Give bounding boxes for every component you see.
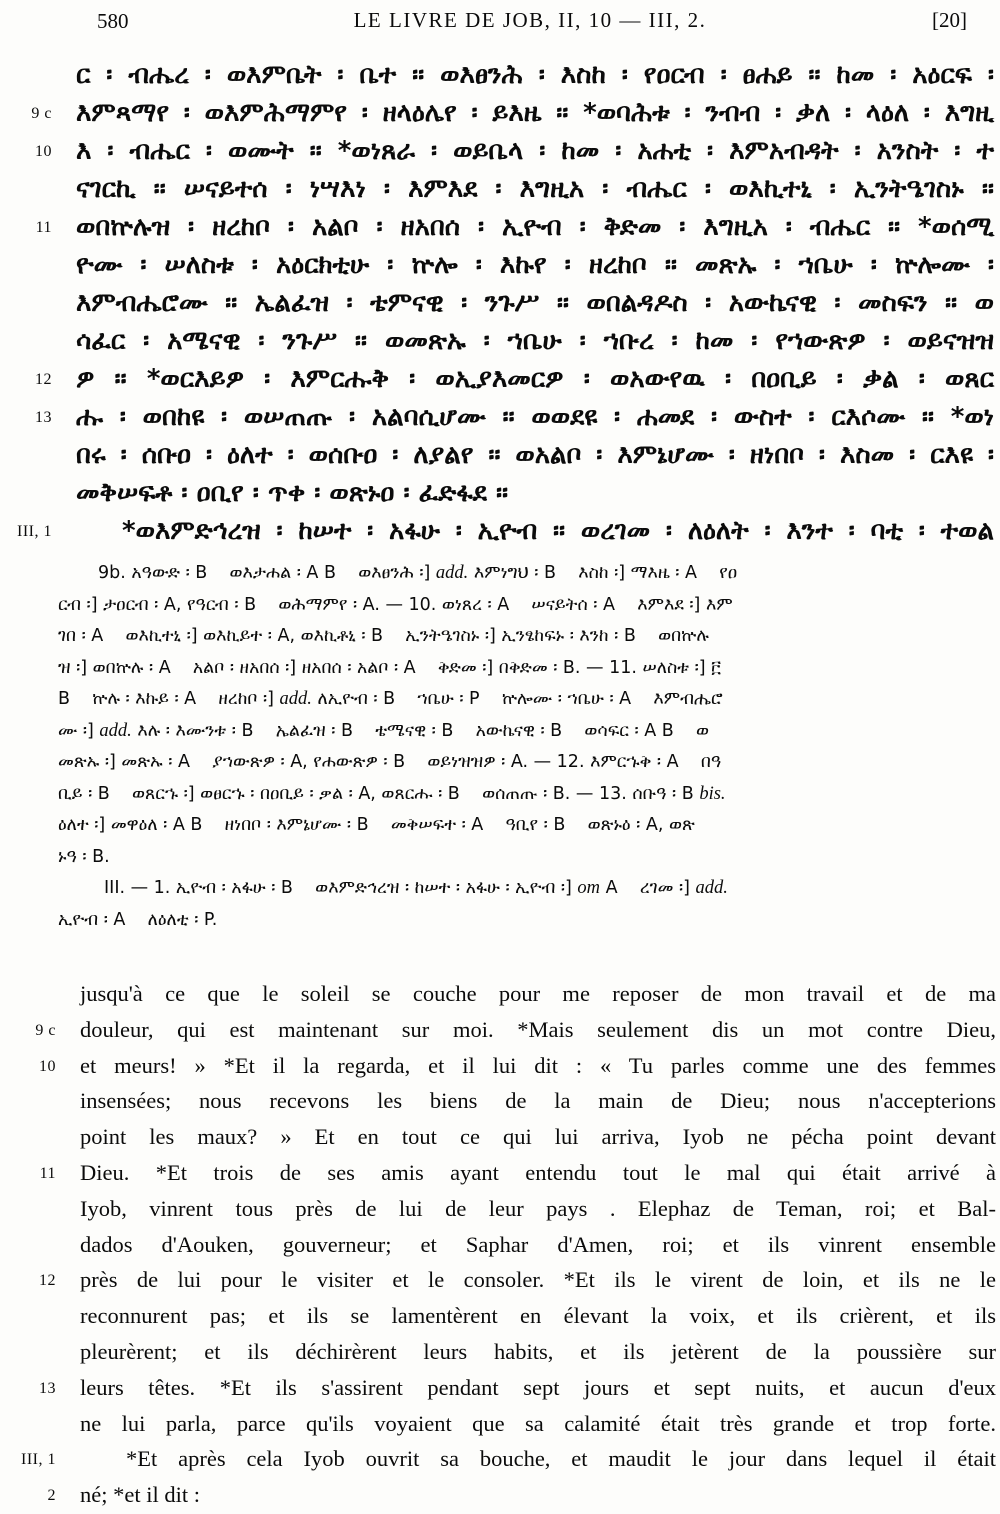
apparatus-line xyxy=(0,653,1000,685)
geez-line-text: መቅሠፍቶ ፡ ዐቢየ ፡ ጥቀ ፡ ወጽኑዐ ፡ ፈድፋደ ። xyxy=(76,478,509,508)
verse-number: III, 1 xyxy=(21,1451,56,1469)
translation-line-text: Iyob, vinrent tous près de lui de leur pays . Elephaz de Teman, roi; et Bal- xyxy=(80,1195,996,1221)
apparatus-line xyxy=(0,716,1000,748)
apparatus-line xyxy=(0,810,1000,842)
apparatus-latin-abbreviation: add. xyxy=(279,689,312,709)
verse-number: 13 xyxy=(35,409,52,426)
geez-line-text: እምጻማየ ፡ ወእምሕማምየ ፡ ዘላዕሌየ ፡ ይእዜ ። *ወባሕቱ ፡ ንብብ ፡ ቃለ ፡ ላዕለ ፡ እግዚ xyxy=(76,98,994,128)
geez-line xyxy=(0,94,1000,132)
geez-line-text: ሳፈር ፡ አሜናዊ ፡ ንጉሥ ። ወመጽኡ ፡ ኀቤሁ ፡ ኀቡረ ፡ ከመ ፡ የኀውጽዎ ፡ ወይናዝዝ xyxy=(76,326,994,356)
geez-line xyxy=(0,208,1000,246)
translation-line-text: reconnurent pas; et ils se lamentèrent en élevant la voix, et ils crièrent, et ils xyxy=(80,1303,996,1329)
apparatus-text-segment: ኑዓ ፡ B. xyxy=(58,846,110,867)
geez-line xyxy=(0,170,1000,208)
translation-line xyxy=(0,1048,1000,1084)
translation-line xyxy=(0,1012,1000,1048)
translation-line xyxy=(0,1083,1000,1119)
verse-number: 10 xyxy=(39,1057,56,1075)
translation-line xyxy=(0,1406,1000,1442)
apparatus-line xyxy=(0,873,1000,905)
apparatus-line xyxy=(0,558,1000,590)
apparatus-latin-abbreviation: om xyxy=(577,878,601,898)
geez-line xyxy=(0,132,1000,170)
geez-line-text: ር ፡ ብሔረ ፡ ወእምቤት ፡ ቤተ ። ወእፀንሕ ፡ እስከ ፡ የዐርብ ፡ ፀሐይ ። ከመ ፡ አዕርፍ ፡ xyxy=(76,60,994,90)
geez-line xyxy=(0,322,1000,360)
translation-line-text: point les maux? » Et en tout ce qui lui arriva, Iyob ne pécha point devant xyxy=(80,1124,996,1150)
translation-line-text: près de lui pour le visiter et le consoler. *Et ils le virent de loin, et ils ne le xyxy=(80,1267,996,1293)
verse-number: 13 xyxy=(39,1379,56,1397)
translation-line xyxy=(0,1477,1000,1513)
page-number: 580 xyxy=(97,9,129,33)
translation-line-text: né; *et il dit : xyxy=(80,1482,200,1508)
translation-line-text: ne lui parla, parce qu'ils voyaient que sa calamité était très grande et trop forte. xyxy=(80,1410,996,1436)
geez-line-text: እ ፡ ብሔር ፡ ወሙት ። *ወነጸራ ፡ ወይቤላ ፡ ከመ ፡ አሐቲ ፡ እምአብዳት ፡ አንስት ፡ ተ xyxy=(76,136,994,166)
apparatus-text-segment: እምነግህ ፡ B እስከ ፡] ማእዜ ፡ A የዐ xyxy=(468,563,738,583)
translation-line xyxy=(0,1155,1000,1191)
geez-line xyxy=(0,436,1000,474)
geez-line xyxy=(0,398,1000,436)
geez-line-text: ሑ ፡ ወበከዩ ፡ ወሠጠጡ ፡ አልባሲሆሙ ። ወወደዩ ፡ ሐመደ ፡ ውስተ ፡ ርእሶሙ ። *ወነ xyxy=(76,402,994,432)
verse-number: 11 xyxy=(39,1164,56,1182)
apparatus-text-segment: ርብ ፡] ታዐርብ ፡ A, የዓርብ ፡ B ወሕማምየ ፡ A. — 10. ወነጸረ ፡ A ሠናይትሰ ፡ A እምእደ ፡] እም xyxy=(58,594,733,615)
apparatus-text-segment: ዝ ፡] ወበኵሉ ፡ A አልቦ ፡ ዘአበሰ ፡] ዘአበሰ ፡ አልቦ ፡ A ቅድመ ፡] በቅድመ ፡ B. — 11. ሠለስቱ ፡] ፫ xyxy=(58,657,721,678)
translation-line xyxy=(0,1191,1000,1227)
translation-line-text: dados d'Aouken, gouverneur; et Saphar d'Amen, roi; et ils vinrent ensemble xyxy=(80,1231,996,1257)
translation-line-text: Dieu. *Et trois de ses amis ayant entendu tout le mal qui était arrivé à xyxy=(80,1159,996,1185)
apparatus-latin-abbreviation: add. xyxy=(695,878,728,898)
geez-line-text: በሩ ፡ ሰቡዐ ፡ ዕለተ ፡ ወሰቡዐ ፡ ለያልየ ። ወአልቦ ፡ እምኔሆሙ ፡ ዘነበቦ ፡ እስመ ፡ ርእዩ ፡ xyxy=(76,440,994,470)
apparatus-line xyxy=(0,684,1000,716)
translation-line-text: douleur, qui est maintenant sur moi. *Mais seulement dis un mot contre Dieu, xyxy=(80,1016,996,1042)
translation-line xyxy=(0,1370,1000,1406)
geez-line xyxy=(0,56,1000,94)
apparatus-text-segment: A ረገመ ፡] xyxy=(600,878,696,898)
geez-line-text: ዮሙ ፡ ሠለስቱ ፡ አዕርክቲሁ ፡ ኵሎ ፡ እኩየ ፡ ዘረከቦ ። መጽኡ ፡ ኀቤሁ ፡ ኵሎሙ ፡ xyxy=(76,250,994,280)
verse-number: 11 xyxy=(35,219,52,236)
geez-line xyxy=(0,474,1000,512)
geez-line xyxy=(0,246,1000,284)
geez-line xyxy=(0,284,1000,322)
apparatus-text-segment: እሉ ፡ እሙንቱ ፡ B ኤልፈዝ ፡ B ቴሜናዊ ፡ B አውኬናዊ ፡ B ወሳፍር ፡ A B ወ xyxy=(131,720,710,741)
translation-line-text: leurs têtes. *Et ils s'assirent pendant sept jours et sept nuits, et aucun d'eux xyxy=(80,1374,996,1400)
apparatus-text-segment: ለኢዮብ ፡ B ኀቤሁ ፡ P ኵሎሙ ፡ ኀቤሁ ፡ A እምብሔሮ xyxy=(311,689,723,709)
apparatus-line xyxy=(0,621,1000,653)
translation-line-text: pleurèrent; et ils déchirèrent leurs habits, et ils jetèrent de la poussière sur xyxy=(80,1338,996,1364)
verse-number: 10 xyxy=(35,143,52,160)
translation-line-text: jusqu'à ce que le soleil se couche pour me reposer de mon travail et de ma xyxy=(80,981,996,1006)
apparatus-line xyxy=(0,842,1000,874)
verse-number: III, 1 xyxy=(17,523,52,540)
geez-line xyxy=(0,360,1000,398)
geez-line-text: ወበኵሉዝ ፡ ዘረከቦ ፡ አልቦ ፡ ዘአበሰ ፡ ኢዮብ ፡ ቅድመ ፡ እግዚአ ፡ ብሔር ። *ወሰሚ xyxy=(76,212,994,242)
apparatus-text-segment: ኢዮብ ፡ A ለዕለቲ ፡ P. xyxy=(58,909,218,930)
apparatus-text-segment: ቢይ ፡ B ወጸርኁ ፡] ወፀርኁ ፡ በዐቢይ ፡ ቃል ፡ A, ወጸርሑ ፡ B ወሰጠጡ ፡ B. — 13. ሰቡዓ ፡ B xyxy=(58,783,700,804)
plate-number: [20] xyxy=(932,8,967,32)
verse-number: 12 xyxy=(39,1272,56,1290)
translation-line xyxy=(0,1227,1000,1263)
apparatus-latin-abbreviation: add. xyxy=(435,563,469,583)
apparatus-text-segment: B ኵሉ ፡ እኩይ ፡ A ዘረከቦ ፡] xyxy=(58,689,280,709)
apparatus-latin-abbreviation: add. xyxy=(99,720,132,741)
translation-line-text: *Et après cela Iyob ouvrit sa bouche, et maudit le jour dans lequel il était xyxy=(126,1446,996,1472)
apparatus-text-segment: III. — 1. ኢዮብ ፡ አፋሁ ፡ B ወእምድኅረዝ ፡ ከሠተ ፡ አፋሁ ፡ ኢዮብ ፡] xyxy=(104,878,578,898)
apparatus-line xyxy=(0,747,1000,779)
geez-line-text: ናገርኪ ። ሠናይተሰ ፡ ነሣእነ ፡ እምእደ ፡ እግዚአ ፡ ብሔር ፡ ወእኪተኒ ፡ ኢንትዔገስኑ ። xyxy=(76,174,994,204)
running-title: LE LIVRE DE JOB, II, 10 — III, 2. xyxy=(353,8,707,32)
geez-line-text: *ወእምድኅረዝ ፡ ከሠተ ፡ አፋሁ ፡ ኢዮብ ። ወረገመ ፡ ለዕለት ፡ እንተ ፡ ባቲ ፡ ተወል xyxy=(122,516,994,546)
apparatus-text-segment: ሙ ፡] xyxy=(58,720,100,741)
translation-line xyxy=(0,1262,1000,1298)
apparatus-line xyxy=(0,905,1000,937)
translation-line xyxy=(0,1441,1000,1477)
french-translation-section xyxy=(0,976,1000,1513)
translation-line xyxy=(0,1334,1000,1370)
translation-line xyxy=(0,1119,1000,1155)
verse-number: 2 xyxy=(47,1487,56,1505)
translation-line-text: insensées; nous recevons les biens de la main de Dieu; nous n'accepterions xyxy=(80,1088,996,1114)
apparatus-text-segment: ገበ ፡ A ወእኪተኒ ፡] ወእኪይተ ፡ A, ወእኪቶኒ ፡ B ኢንትዔገስኑ ፡] ኢንፄከፍኑ ፡ እንከ ፡ B ወበኵሉ xyxy=(58,626,709,646)
critical-apparatus-section xyxy=(0,558,1000,936)
translation-line xyxy=(0,1298,1000,1334)
apparatus-text-segment: መጽኡ ፡] መጽኡ ፡ A ያኀውጽዎ ፡ A, የሐውጽዎ ፡ B ወይነዝዝዎ ፡ A. — 12. እምርኁቅ ፡ A በዓ xyxy=(58,752,722,772)
translation-line xyxy=(0,976,1000,1012)
geez-text-section xyxy=(0,56,1000,550)
geez-line-text: ዎ ። *ወርእይዎ ፡ እምርሑቅ ፡ ወኢያእመርዎ ፡ ወአውየዉ ፡ በዐቢይ ፡ ቃል ፡ ወጸር xyxy=(76,364,994,394)
geez-line xyxy=(0,512,1000,550)
apparatus-text-segment: ዕለተ ፡] መዋዕለ ፡ A B ዘነበቦ ፡ እምኔሆሙ ፡ B መቅሠፍተ ፡ A ዓቢየ ፡ B ወጽኑዕ ፡ A, ወጽ xyxy=(58,815,695,835)
apparatus-text-segment: 9b. አዓውድ ፡ B ወእታሐል ፡ A B ወእፀንሕ ፡] xyxy=(98,563,436,583)
geez-line-text: እምብሔሮሙ ። ኤልፈዝ ፡ ቴምናዊ ፡ ንጉሥ ። ወበልዳዶስ ፡ አውኬናዊ ፡ መስፍን ። ወ xyxy=(76,288,994,318)
verse-number: 9 c xyxy=(31,105,52,122)
apparatus-latin-abbreviation: bis. xyxy=(699,783,726,804)
verse-number: 9 c xyxy=(35,1021,56,1039)
translation-line-text: et meurs! » *Et il la regarda, et il lui dit : « Tu parles comme une des femmes xyxy=(80,1052,996,1078)
apparatus-line xyxy=(0,779,1000,811)
apparatus-line xyxy=(0,590,1000,622)
verse-number: 12 xyxy=(35,371,52,388)
